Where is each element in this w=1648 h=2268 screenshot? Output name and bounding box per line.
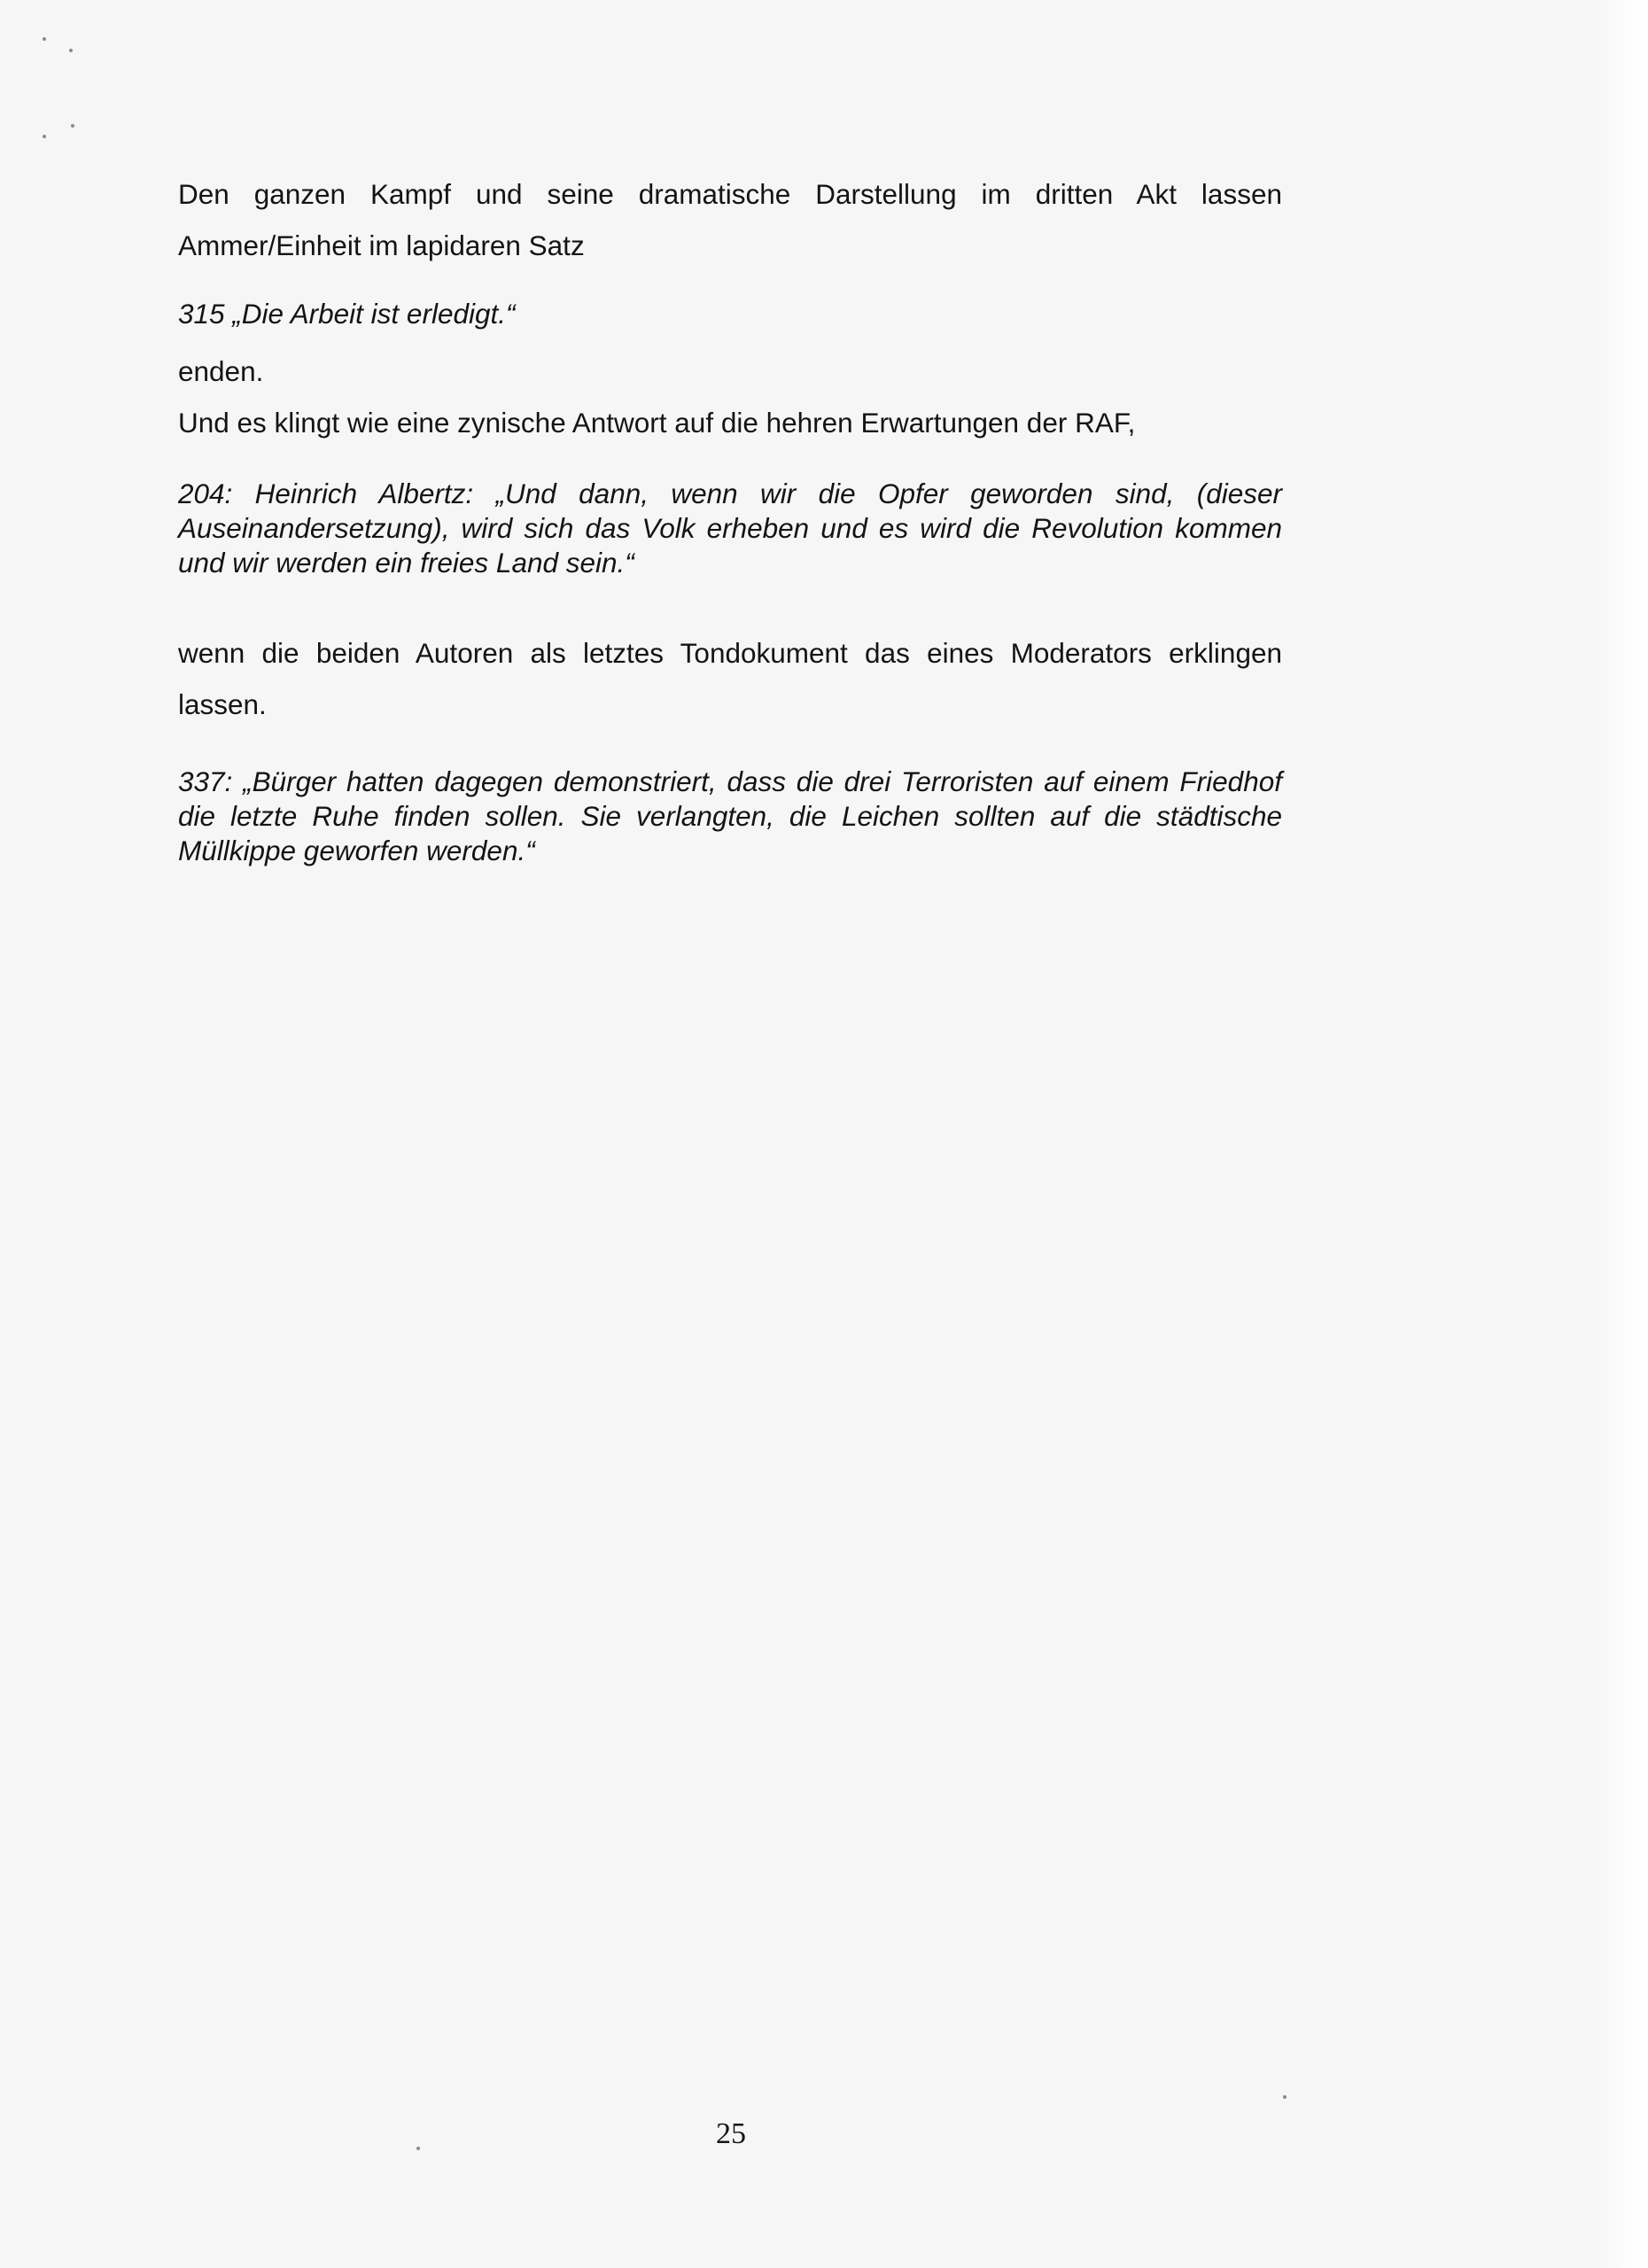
page-number: 25: [716, 2117, 746, 2150]
body-paragraph: Und es klingt wie eine zynische Antwort auf die hehren Erwartungen der RAF,: [178, 407, 1136, 439]
scan-speck: [71, 124, 74, 128]
scan-speck: [43, 135, 46, 138]
quote-paragraph: 204: Heinrich Albertz: „Und dann, wenn wir die Opfer geworden sind, (dieser Auseinandersetzung), wird sich das Volk erheben und es wird die Revolution kommen und wir werden ein freies Land sein.“: [178, 478, 1282, 579]
scan-speck: [69, 49, 73, 52]
scan-speck: [1283, 2095, 1287, 2099]
document-body: [178, 168, 1282, 868]
quote-paragraph: 337: „Bürger hatten dagegen demonstriert, dass die drei Terroristen auf einem Friedhof die letzte Ruhe finden sollen. Sie verlangten, die Leichen sollten auf die städtische Müllkippe geworfen werden.“: [178, 765, 1282, 866]
scan-edge: [1595, 0, 1648, 2268]
body-paragraph: Den ganzen Kampf und seine dramatische Darstellung im dritten Akt lassen Ammer/Einheit im lapidaren Satz: [178, 178, 1282, 261]
scan-speck: [43, 37, 46, 41]
body-paragraph: wenn die beiden Autoren als letztes Tondokument das eines Moderators erklingen lassen.: [178, 637, 1282, 720]
quote-paragraph: 315 „Die Arbeit ist erledigt.“: [178, 298, 516, 330]
body-paragraph: enden.: [178, 355, 264, 387]
